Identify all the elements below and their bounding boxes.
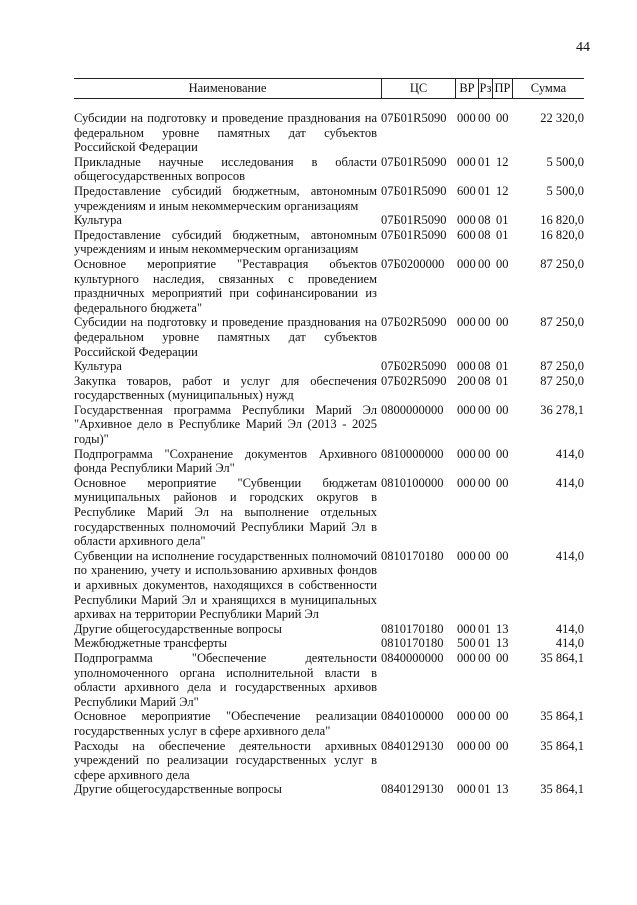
- row-vr: 000: [457, 256, 476, 271]
- page-number: 44: [576, 40, 590, 55]
- table-row: [74, 228, 584, 257]
- table-row: [74, 257, 584, 315]
- table-row: [74, 184, 584, 213]
- table-row: [74, 315, 584, 359]
- table-row: [74, 213, 584, 228]
- row-pr: 01: [496, 227, 509, 242]
- row-pr: 12: [496, 154, 509, 169]
- row-rz: 08: [478, 373, 491, 388]
- table-row: [74, 155, 584, 184]
- row-vr: 000: [457, 548, 476, 563]
- row-vr: 000: [457, 621, 476, 636]
- row-sum: 35 864,1: [540, 782, 584, 797]
- row-rz: 01: [478, 782, 491, 797]
- row-name: Другие общегосударственные вопросы: [74, 782, 282, 797]
- row-rz: 00: [478, 256, 491, 271]
- row-name: Культура: [74, 213, 122, 228]
- row-sum: 35 864,1: [540, 738, 584, 753]
- table-row: [74, 782, 584, 797]
- row-name: Предоставление субсидий бюджетным, автономным учреждениям и иным некоммерческим организациям: [74, 183, 377, 213]
- row-rz: 00: [478, 709, 491, 724]
- row-sum: 35 864,1: [540, 709, 584, 724]
- column-header-vr: ВР: [455, 79, 478, 98]
- row-vr: 000: [457, 446, 476, 461]
- row-rz: 00: [478, 650, 491, 665]
- table-row: [74, 403, 584, 447]
- row-cs: 07Б02R5090: [381, 359, 447, 374]
- row-vr: 000: [457, 359, 476, 374]
- row-cs: 07Б01R5090: [381, 227, 447, 242]
- row-cs: 0810170180: [381, 548, 444, 563]
- row-sum: 87 250,0: [540, 315, 584, 330]
- table-row: [74, 651, 584, 709]
- row-pr: 13: [496, 636, 509, 651]
- table-row: [74, 476, 584, 549]
- row-vr: 200: [457, 373, 476, 388]
- row-vr: 000: [457, 315, 476, 330]
- row-cs: 07Б02R5090: [381, 315, 447, 330]
- row-pr: 01: [496, 359, 509, 374]
- row-rz: 08: [478, 213, 491, 228]
- column-header-name: Наименование: [188, 81, 267, 95]
- row-cs: 07Б01R5090: [381, 111, 447, 125]
- table-row: [74, 359, 584, 374]
- row-name: Культура: [74, 359, 122, 374]
- row-sum: 414,0: [555, 548, 584, 563]
- row-vr: 600: [457, 183, 476, 198]
- row-pr: 00: [496, 738, 509, 753]
- table-row: [74, 739, 584, 783]
- row-vr: 000: [457, 782, 476, 797]
- row-vr: 000: [457, 475, 476, 490]
- column-header-rz: Рз: [478, 79, 492, 98]
- row-name: Основное мероприятие "Реставрация объектов культурного наследия, связанных с проведением праздничных мероприятий при софинансировании из федерального бюджета": [74, 256, 377, 315]
- row-cs: 0840129130: [381, 738, 444, 753]
- budget-table: [74, 78, 584, 797]
- row-rz: 08: [478, 227, 491, 242]
- row-pr: 00: [496, 256, 509, 271]
- row-sum: 16 820,0: [540, 213, 584, 228]
- row-name: Межбюджетные трансферты: [74, 636, 228, 651]
- row-sum: 414,0: [555, 621, 584, 636]
- row-pr: 00: [496, 475, 509, 490]
- row-sum: 35 864,1: [540, 650, 584, 665]
- row-sum: 16 820,0: [540, 227, 584, 242]
- row-name: Другие общегосударственные вопросы: [74, 621, 282, 636]
- row-name: Основное мероприятие "Субвенции бюджетам муниципальных районов и городских округов в Республике Марий Эл на выполнение отдельных государственных полномочий Республики Марий Эл в области архивного дела": [74, 475, 377, 549]
- row-name: Основное мероприятие "Обеспечение реализации государственных услуг в сфере архивного дела": [74, 709, 377, 738]
- row-rz: 00: [478, 548, 491, 563]
- row-pr: 00: [496, 709, 509, 724]
- row-sum: 414,0: [555, 475, 584, 490]
- row-pr: 00: [496, 446, 509, 461]
- row-vr: 000: [457, 650, 476, 665]
- row-rz: 00: [478, 475, 491, 490]
- row-vr: 000: [457, 402, 476, 417]
- row-name: Государственная программа Республики Марий Эл "Архивное дело в Республике Марий Эл (2013 - 2025 годы)": [74, 402, 377, 447]
- row-rz: 00: [478, 315, 491, 330]
- row-name: Закупка товаров, работ и услуг для обеспечения государственных (муниципальных) нужд: [74, 373, 377, 403]
- table-row: [74, 447, 584, 476]
- row-cs: 0800000000: [381, 402, 444, 417]
- table-row: [74, 549, 584, 622]
- row-cs: 0810000000: [381, 446, 444, 461]
- row-pr: 12: [496, 183, 509, 198]
- row-cs: 07Б01R5090: [381, 213, 447, 228]
- row-vr: 500: [457, 636, 476, 651]
- column-header-pr: ПР: [492, 79, 512, 98]
- table-row: [74, 636, 584, 651]
- table-header: [74, 78, 584, 99]
- row-sum: 22 320,0: [540, 111, 584, 125]
- row-rz: 00: [478, 446, 491, 461]
- row-cs: 0840100000: [381, 709, 444, 724]
- row-pr: 13: [496, 782, 509, 797]
- row-rz: 08: [478, 359, 491, 374]
- row-pr: 13: [496, 621, 509, 636]
- row-name: Подпрограмма "Обеспечение деятельности уполномоченного органа исполнительной власти в области архивного дела и государственных архивов Республики Марий Эл": [74, 650, 377, 709]
- row-rz: 01: [478, 621, 491, 636]
- row-name: Субсидии на подготовку и проведение празднования на федеральном уровне памятных дат субъектов Российской Федерации: [74, 315, 377, 359]
- row-sum: 36 278,1: [540, 402, 584, 417]
- row-vr: 000: [457, 154, 476, 169]
- row-sum: 414,0: [555, 636, 584, 651]
- row-rz: 01: [478, 154, 491, 169]
- row-rz: 00: [478, 402, 491, 417]
- row-vr: 600: [457, 227, 476, 242]
- row-cs: 0810100000: [381, 475, 444, 490]
- row-cs: 0810170180: [381, 621, 444, 636]
- row-rz: 01: [478, 636, 491, 651]
- row-rz: 00: [478, 738, 491, 753]
- row-pr: 00: [496, 315, 509, 330]
- row-sum: 87 250,0: [540, 256, 584, 271]
- row-pr: 00: [496, 548, 509, 563]
- row-name: Субсидии на подготовку и проведение празднования на федеральном уровне памятных дат субъектов Российской Федерации: [74, 111, 377, 155]
- row-rz: 01: [478, 183, 491, 198]
- row-name: Прикладные научные исследования в области общегосударственных вопросов: [74, 154, 377, 184]
- row-sum: 87 250,0: [540, 359, 584, 374]
- row-name: Расходы на обеспечение деятельности архивных учреждений по реализации государственных услуг в сфере архивного дела: [74, 738, 377, 782]
- row-pr: 00: [496, 111, 509, 125]
- row-cs: 07Б01R5090: [381, 154, 447, 169]
- row-cs: 0810170180: [381, 636, 444, 651]
- row-sum: 5 500,0: [546, 183, 584, 198]
- row-vr: 000: [457, 709, 476, 724]
- row-pr: 00: [496, 402, 509, 417]
- row-name: Подпрограмма "Сохранение документов Архивного фонда Республики Марий Эл": [74, 446, 377, 476]
- table-row: [74, 622, 584, 637]
- row-name: Предоставление субсидий бюджетным, автономным учреждениям и иным некоммерческим организациям: [74, 227, 377, 257]
- table-row: [74, 709, 584, 738]
- row-vr: 000: [457, 738, 476, 753]
- row-cs: 07Б02R5090: [381, 373, 447, 388]
- row-name: Субвенции на исполнение государственных полномочий по хранению, учету и использованию архивных фондов и архивных документов, находящихся в собственности Республики Марий Эл и хранящихся в муниципальных архивах на территории Республики Марий Эл: [74, 548, 377, 622]
- table-row: [74, 111, 584, 155]
- row-cs: 07Б01R5090: [381, 183, 447, 198]
- row-sum: 87 250,0: [540, 373, 584, 388]
- row-cs: 0840000000: [381, 650, 444, 665]
- row-vr: 000: [457, 111, 476, 125]
- row-pr: 00: [496, 650, 509, 665]
- column-header-sum: Сумма: [512, 79, 584, 98]
- table-row: [74, 374, 584, 403]
- row-sum: 414,0: [555, 446, 584, 461]
- row-pr: 01: [496, 213, 509, 228]
- row-sum: 5 500,0: [546, 154, 584, 169]
- row-rz: 00: [478, 111, 491, 125]
- row-cs: 0840129130: [381, 782, 444, 797]
- column-header-cs: ЦС: [381, 79, 455, 98]
- row-pr: 01: [496, 373, 509, 388]
- row-vr: 000: [457, 213, 476, 228]
- row-cs: 07Б0200000: [381, 256, 445, 271]
